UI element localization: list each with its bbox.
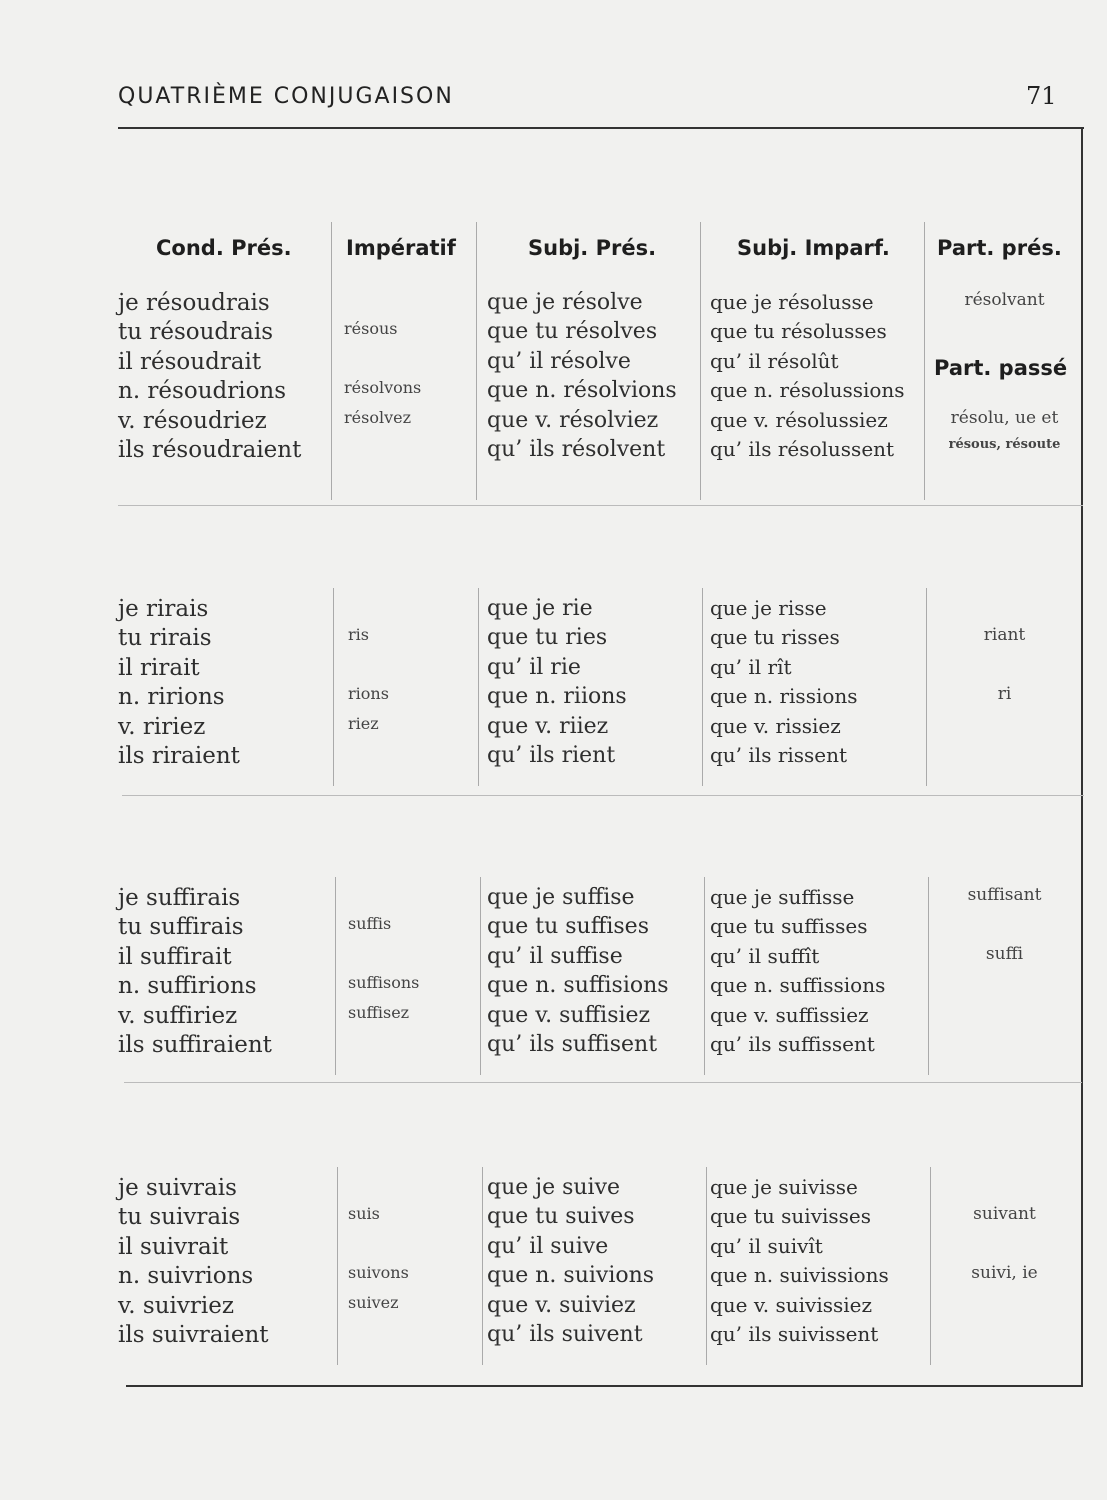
imperatif-cell: suffisez <box>348 1002 410 1022</box>
column-divider <box>924 222 925 500</box>
cond-pres-cell: tu résoudrais <box>118 319 274 346</box>
subj-pres-cell: que v. suffisiez <box>487 1002 651 1028</box>
subj-imparf-cell: qu’ ils suffissent <box>710 1032 875 1056</box>
cond-pres-cell: je suffirais <box>118 885 241 911</box>
cond-pres-cell: v. suffiriez <box>118 1002 238 1029</box>
column-divider <box>331 222 332 500</box>
subj-imparf-cell: que je résolusse <box>710 290 874 314</box>
column-divider <box>700 222 701 500</box>
imperatif-cell: suffis <box>348 914 392 934</box>
subj-imparf-cell: qu’ il suivît <box>710 1233 823 1258</box>
part-cell: ri <box>997 684 1012 705</box>
subj-imparf-cell: que tu suffisses <box>710 914 868 939</box>
subj-pres-cell: que v. résolviez <box>487 407 659 433</box>
cond-pres-cell: n. ririons <box>118 684 225 711</box>
cond-pres-cell: ils riraient <box>118 743 240 769</box>
col-header-subj-imparf: Subj. Imparf. <box>737 236 890 260</box>
subj-pres-cell: que v. suiviez <box>487 1292 636 1318</box>
col-header-cond-pres: Cond. Prés. <box>156 236 292 260</box>
page-title: QUATRIÈME CONJUGAISON <box>118 84 454 109</box>
part-cell: résous, résoute <box>948 437 1061 452</box>
subj-imparf-cell: que je suivisse <box>710 1175 858 1199</box>
part-cell: résolu, ue et <box>950 407 1059 428</box>
cond-pres-cell: v. ririez <box>118 713 206 740</box>
imperatif-cell: suis <box>348 1204 380 1224</box>
page-number: 71 <box>1026 82 1057 110</box>
cond-pres-cell: il rirait <box>118 654 200 681</box>
subj-pres-cell: que je rie <box>487 596 593 621</box>
column-divider <box>482 1167 483 1365</box>
cond-pres-cell: v. résoudriez <box>118 407 267 434</box>
col-header-part-pres: Part. prés. <box>937 236 1062 260</box>
block-separator <box>122 795 1084 796</box>
column-divider <box>480 877 481 1075</box>
subj-pres-cell: que n. suffisions <box>487 973 669 999</box>
cond-pres-cell: tu suffirais <box>118 914 244 941</box>
subj-imparf-cell: que tu risses <box>710 625 840 650</box>
imperatif-cell: suivez <box>348 1292 399 1312</box>
cond-pres-cell: tu suivrais <box>118 1204 241 1231</box>
subj-imparf-cell: qu’ il suffît <box>710 943 820 968</box>
subj-imparf-cell: que v. suivissiez <box>710 1292 873 1317</box>
column-divider <box>333 588 334 786</box>
subj-imparf-cell: que v. résolussiez <box>710 407 888 432</box>
subj-pres-cell: que n. suivions <box>487 1263 655 1289</box>
block-separator <box>124 1082 1082 1083</box>
top-rule <box>118 127 1084 129</box>
cond-pres-cell: je suivrais <box>118 1175 237 1201</box>
subj-imparf-cell: que n. suivissions <box>710 1263 889 1288</box>
col-header-subj-pres: Subj. Prés. <box>528 236 657 260</box>
cond-pres-cell: tu rirais <box>118 625 212 652</box>
block-separator <box>118 505 1083 506</box>
cond-pres-cell: il suffirait <box>118 943 232 970</box>
column-divider <box>476 222 477 500</box>
subj-imparf-cell: qu’ ils rissent <box>710 743 848 767</box>
subj-imparf-cell: que n. résolussions <box>710 378 905 403</box>
column-divider <box>478 588 479 786</box>
part-cell: suivant <box>973 1204 1036 1225</box>
part-passe-header: Part. passé <box>934 356 1068 380</box>
subj-pres-cell: qu’ ils résolvent <box>487 437 666 462</box>
subj-imparf-cell: que n. suffissions <box>710 973 886 998</box>
imperatif-cell: ris <box>348 625 369 645</box>
subj-pres-cell: qu’ il rie <box>487 654 581 680</box>
subj-pres-cell: que je suffise <box>487 885 635 910</box>
subj-pres-cell: qu’ il suffise <box>487 943 623 969</box>
subj-imparf-cell: qu’ il résolût <box>710 348 839 373</box>
cond-pres-cell: ils suivraient <box>118 1322 269 1348</box>
column-divider <box>706 1167 707 1365</box>
cond-pres-cell: ils suffiraient <box>118 1032 272 1058</box>
column-divider <box>702 588 703 786</box>
subj-imparf-cell: que v. rissiez <box>710 713 841 738</box>
cond-pres-cell: n. suffirions <box>118 973 257 1000</box>
subj-pres-cell: que je suive <box>487 1175 621 1200</box>
subj-imparf-cell: que je risse <box>710 596 827 620</box>
cond-pres-cell: il résoudrait <box>118 348 262 375</box>
cond-pres-cell: ils résoudraient <box>118 437 302 463</box>
subj-imparf-cell: que tu suivisses <box>710 1204 872 1229</box>
subj-imparf-cell: qu’ ils résolussent <box>710 437 895 461</box>
cond-pres-cell: il suivrait <box>118 1233 229 1260</box>
subj-pres-cell: que tu ries <box>487 625 608 651</box>
imperatif-cell: résolvez <box>344 407 412 427</box>
subj-pres-cell: qu’ ils suivent <box>487 1322 643 1347</box>
column-divider <box>337 1167 338 1365</box>
part-cell: suffi <box>985 943 1024 964</box>
right-frame-rule <box>1081 127 1083 1385</box>
column-divider <box>928 877 929 1075</box>
subj-imparf-cell: que v. suffissiez <box>710 1002 869 1027</box>
subj-pres-cell: qu’ ils rient <box>487 743 616 768</box>
subj-pres-cell: que je résolve <box>487 290 643 315</box>
cond-pres-cell: n. suivrions <box>118 1263 254 1290</box>
part-cell: résolvant <box>964 290 1045 310</box>
imperatif-cell: résous <box>344 319 398 339</box>
subj-imparf-cell: qu’ ils suivissent <box>710 1322 879 1346</box>
imperatif-cell: suivons <box>348 1263 409 1283</box>
subj-pres-cell: que tu suffises <box>487 914 649 940</box>
part-cell: suffisant <box>967 885 1042 905</box>
cond-pres-cell: je résoudrais <box>118 290 270 316</box>
part-cell: suivi, ie <box>971 1263 1038 1284</box>
subj-imparf-cell: que je suffisse <box>710 885 855 909</box>
subj-pres-cell: qu’ ils suffisent <box>487 1032 658 1057</box>
subj-pres-cell: qu’ il résolve <box>487 348 631 374</box>
subj-imparf-cell: que tu résolusses <box>710 319 887 344</box>
column-divider <box>335 877 336 1075</box>
subj-imparf-cell: qu’ il rît <box>710 654 792 679</box>
column-divider <box>704 877 705 1075</box>
imperatif-cell: suffisons <box>348 973 420 993</box>
subj-pres-cell: que tu résolves <box>487 319 658 345</box>
cond-pres-cell: v. suivriez <box>118 1292 234 1319</box>
imperatif-cell: rions <box>348 684 389 704</box>
cond-pres-cell: je rirais <box>118 596 209 622</box>
bottom-rule <box>126 1385 1083 1387</box>
imperatif-cell: résolvons <box>344 378 422 398</box>
part-cell: riant <box>983 625 1026 646</box>
col-header-imperatif: Impératif <box>346 236 456 260</box>
column-divider <box>926 588 927 786</box>
subj-pres-cell: que n. résolvions <box>487 378 677 404</box>
subj-pres-cell: que tu suives <box>487 1204 635 1230</box>
cond-pres-cell: n. résoudrions <box>118 378 287 405</box>
subj-pres-cell: que v. riiez <box>487 713 609 739</box>
subj-imparf-cell: que n. rissions <box>710 684 858 709</box>
subj-pres-cell: que n. riions <box>487 684 627 710</box>
imperatif-cell: riez <box>348 713 379 733</box>
column-divider <box>930 1167 931 1365</box>
subj-pres-cell: qu’ il suive <box>487 1233 609 1259</box>
